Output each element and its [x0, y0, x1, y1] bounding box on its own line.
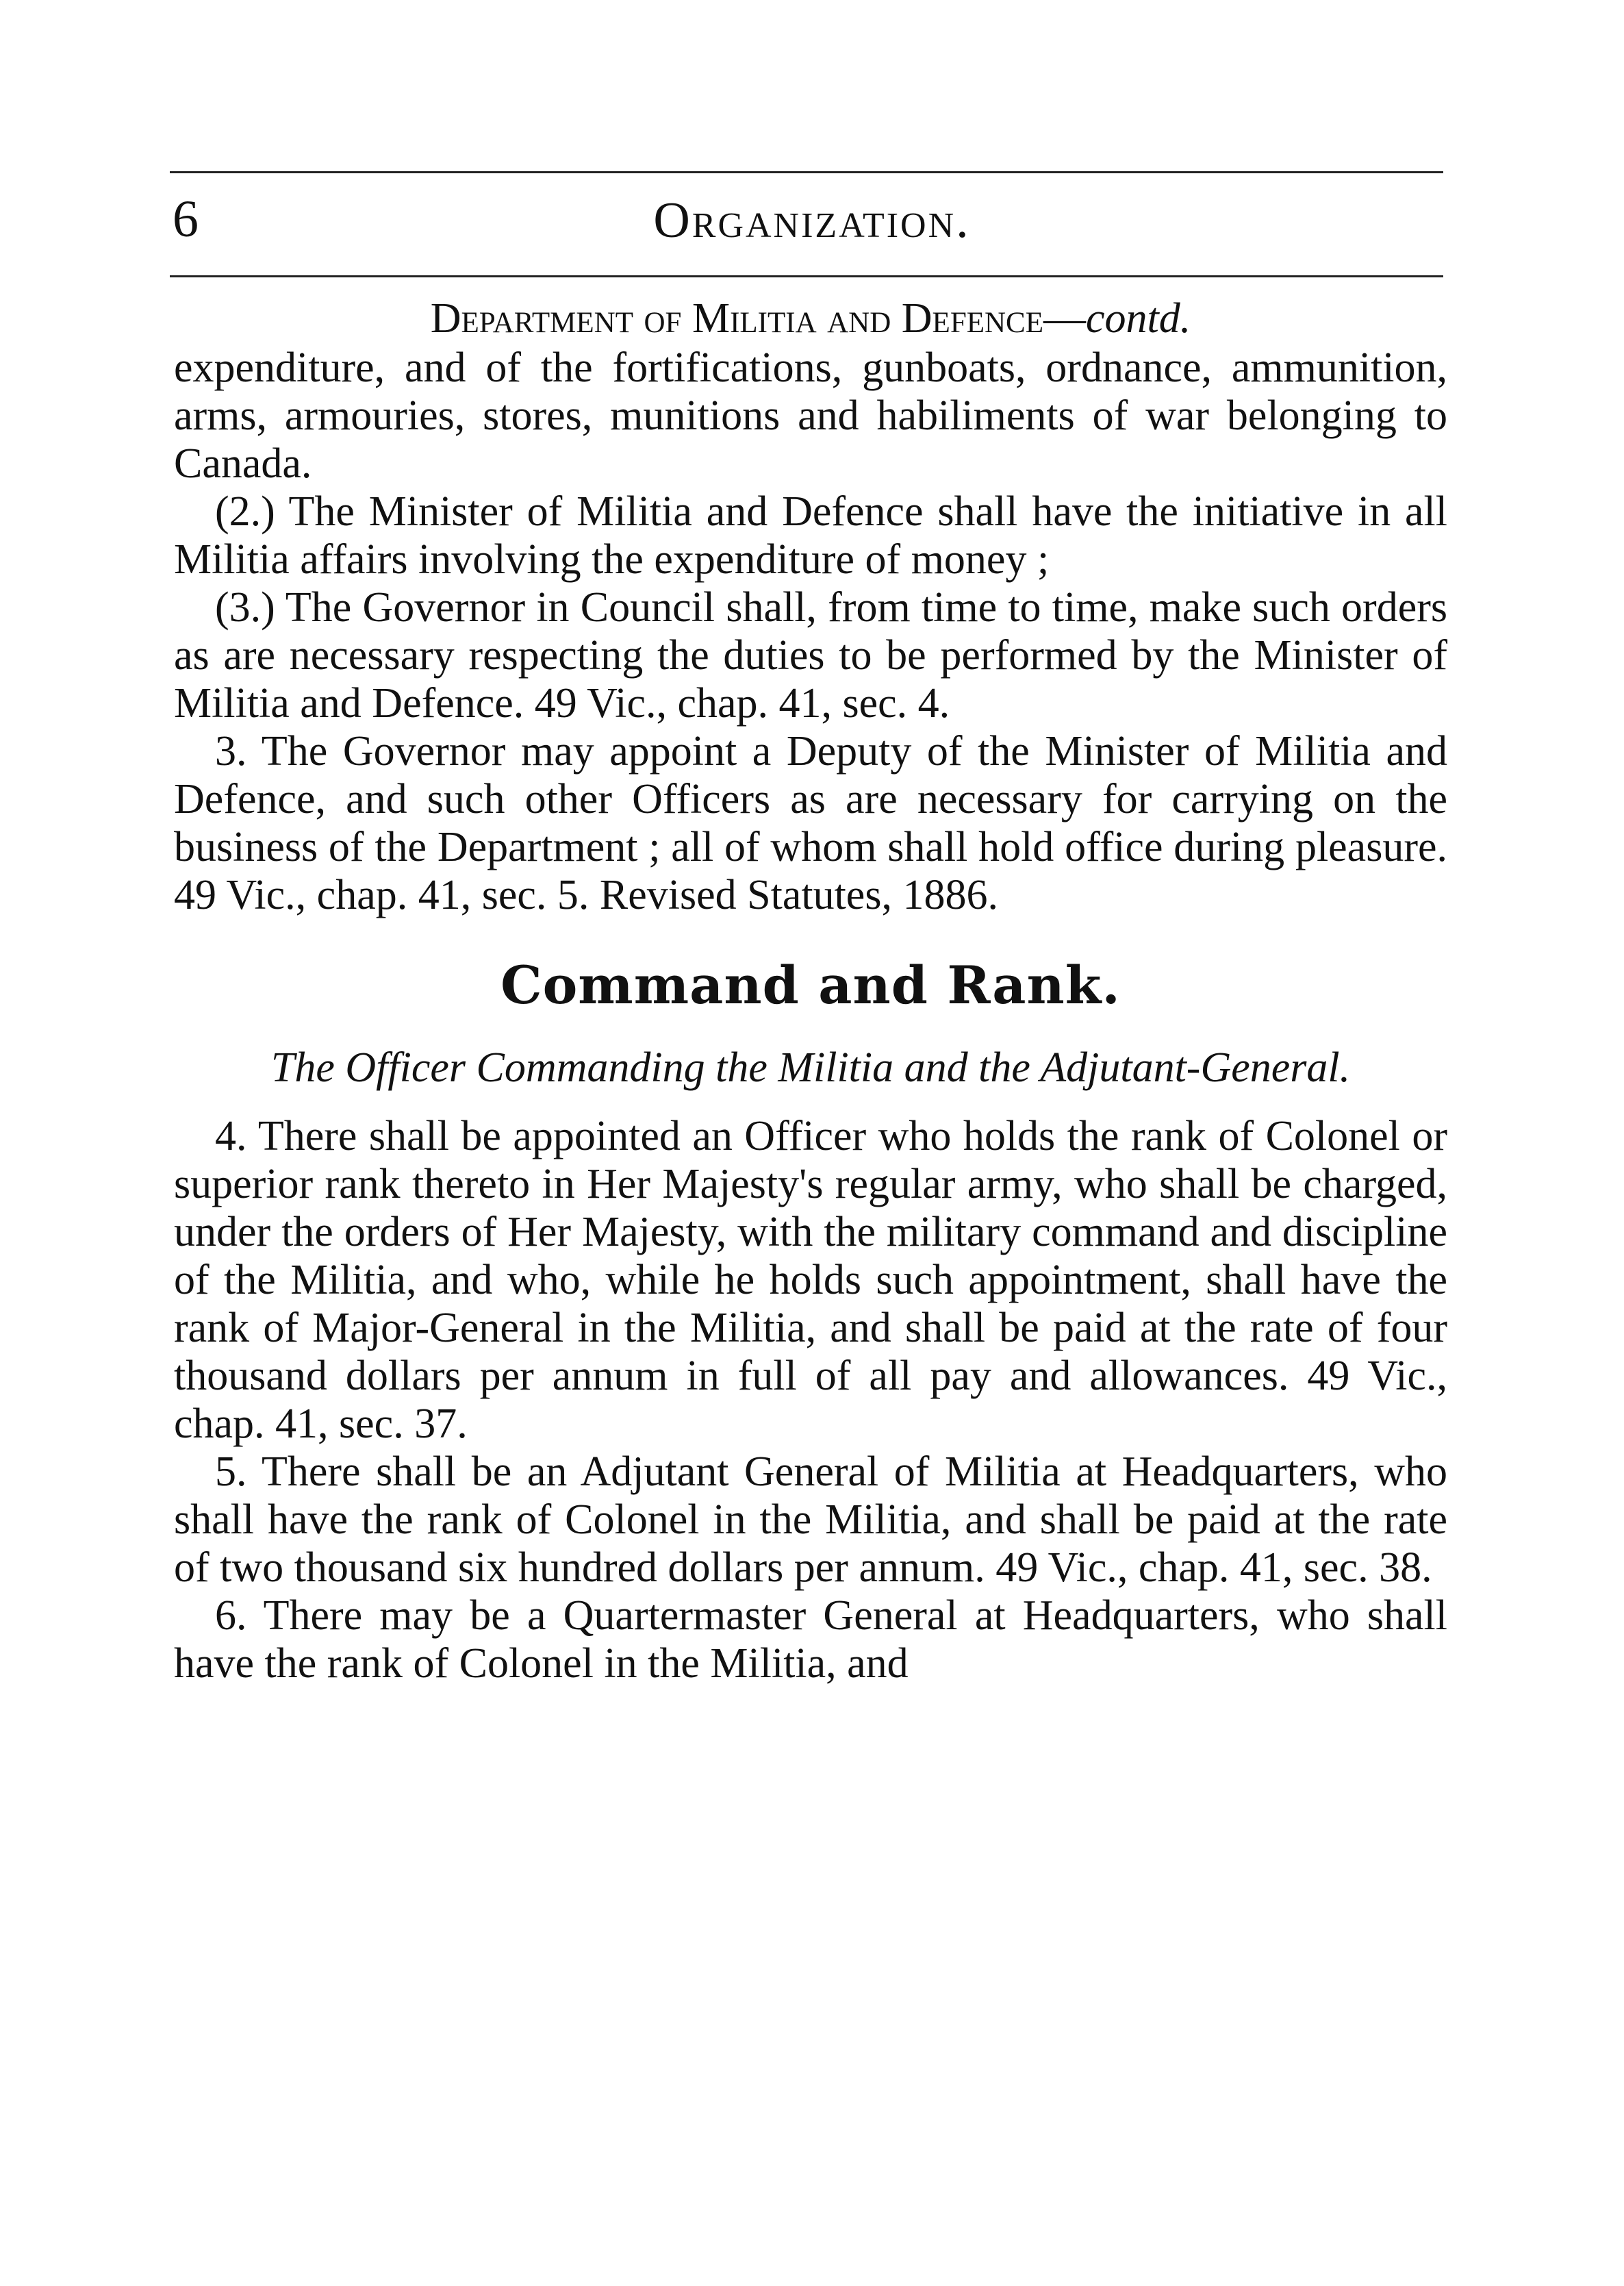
paragraph-subsection-2: (2.) The Minister of Militia and Defence shall have the initiative in all Militia affairs involving the expenditure of money ; — [174, 488, 1447, 583]
heading-command-and-rank: Command and Rank. — [500, 955, 1121, 1016]
running-title: Organization. — [653, 192, 971, 249]
subheading-officer-commanding: The Officer Commanding the Militia and the Adjutant-General. — [270, 1044, 1351, 1091]
paragraph-continuation: expenditure, and of the fortifications, gunboats, ordnance, ammunition, arms, armouries, stores, munitions and habiliments of war belonging to Canada. — [174, 344, 1447, 487]
paragraph-section-3: 3. The Governor may appoint a Deputy of the Minister of Militia and Defence, and such other Officers as are necessary for carrying on the business of the Department ; all of whom shall hold office during pleasure. 49 Vic., chap. 41, sec. 5. Revised Statutes, 1886. — [174, 728, 1447, 918]
paragraph-section-6: 6. There may be a Quartermaster General at Headquarters, who shall have the rank of Colonel in the Militia, and — [174, 1592, 1447, 1687]
section-title-contd: contd. — [1086, 295, 1191, 342]
header-rule — [170, 275, 1443, 277]
paragraph-section-5: 5. There shall be an Adjutant General of Militia at Headquarters, who shall have the rank of Colonel in the Militia, and shall be paid at the rate of two thousand six hundred dollars per annum. 49 Vic., chap. 41, sec. 38. — [174, 1448, 1447, 1591]
paragraph-subsection-3: (3.) The Governor in Council shall, from time to time, make such orders as are necessary respecting the duties to be performed by the Minister of Militia and Defence. 49 Vic., chap. 41, sec. 4. — [174, 584, 1447, 727]
section-title — [174, 294, 1447, 342]
paragraph-section-4: 4. There shall be appointed an Officer who holds the rank of Colonel or superior rank thereto in Her Majesty's regular army, who shall be charged, under the orders of Her Majesty, with the military command and discipline of the Militia, and who, while he holds such appointment, shall have the rank of Major-General in the Militia, and shall be paid at the rate of four thousand dollars per annum in full of all pay and allowances. 49 Vic., chap. 41, sec. 37. — [174, 1113, 1447, 1447]
page-number: 6 — [173, 190, 199, 248]
page-body — [174, 294, 1447, 1687]
top-rule — [170, 171, 1443, 173]
section-title-text: Department of Militia and Defence— — [430, 295, 1086, 342]
